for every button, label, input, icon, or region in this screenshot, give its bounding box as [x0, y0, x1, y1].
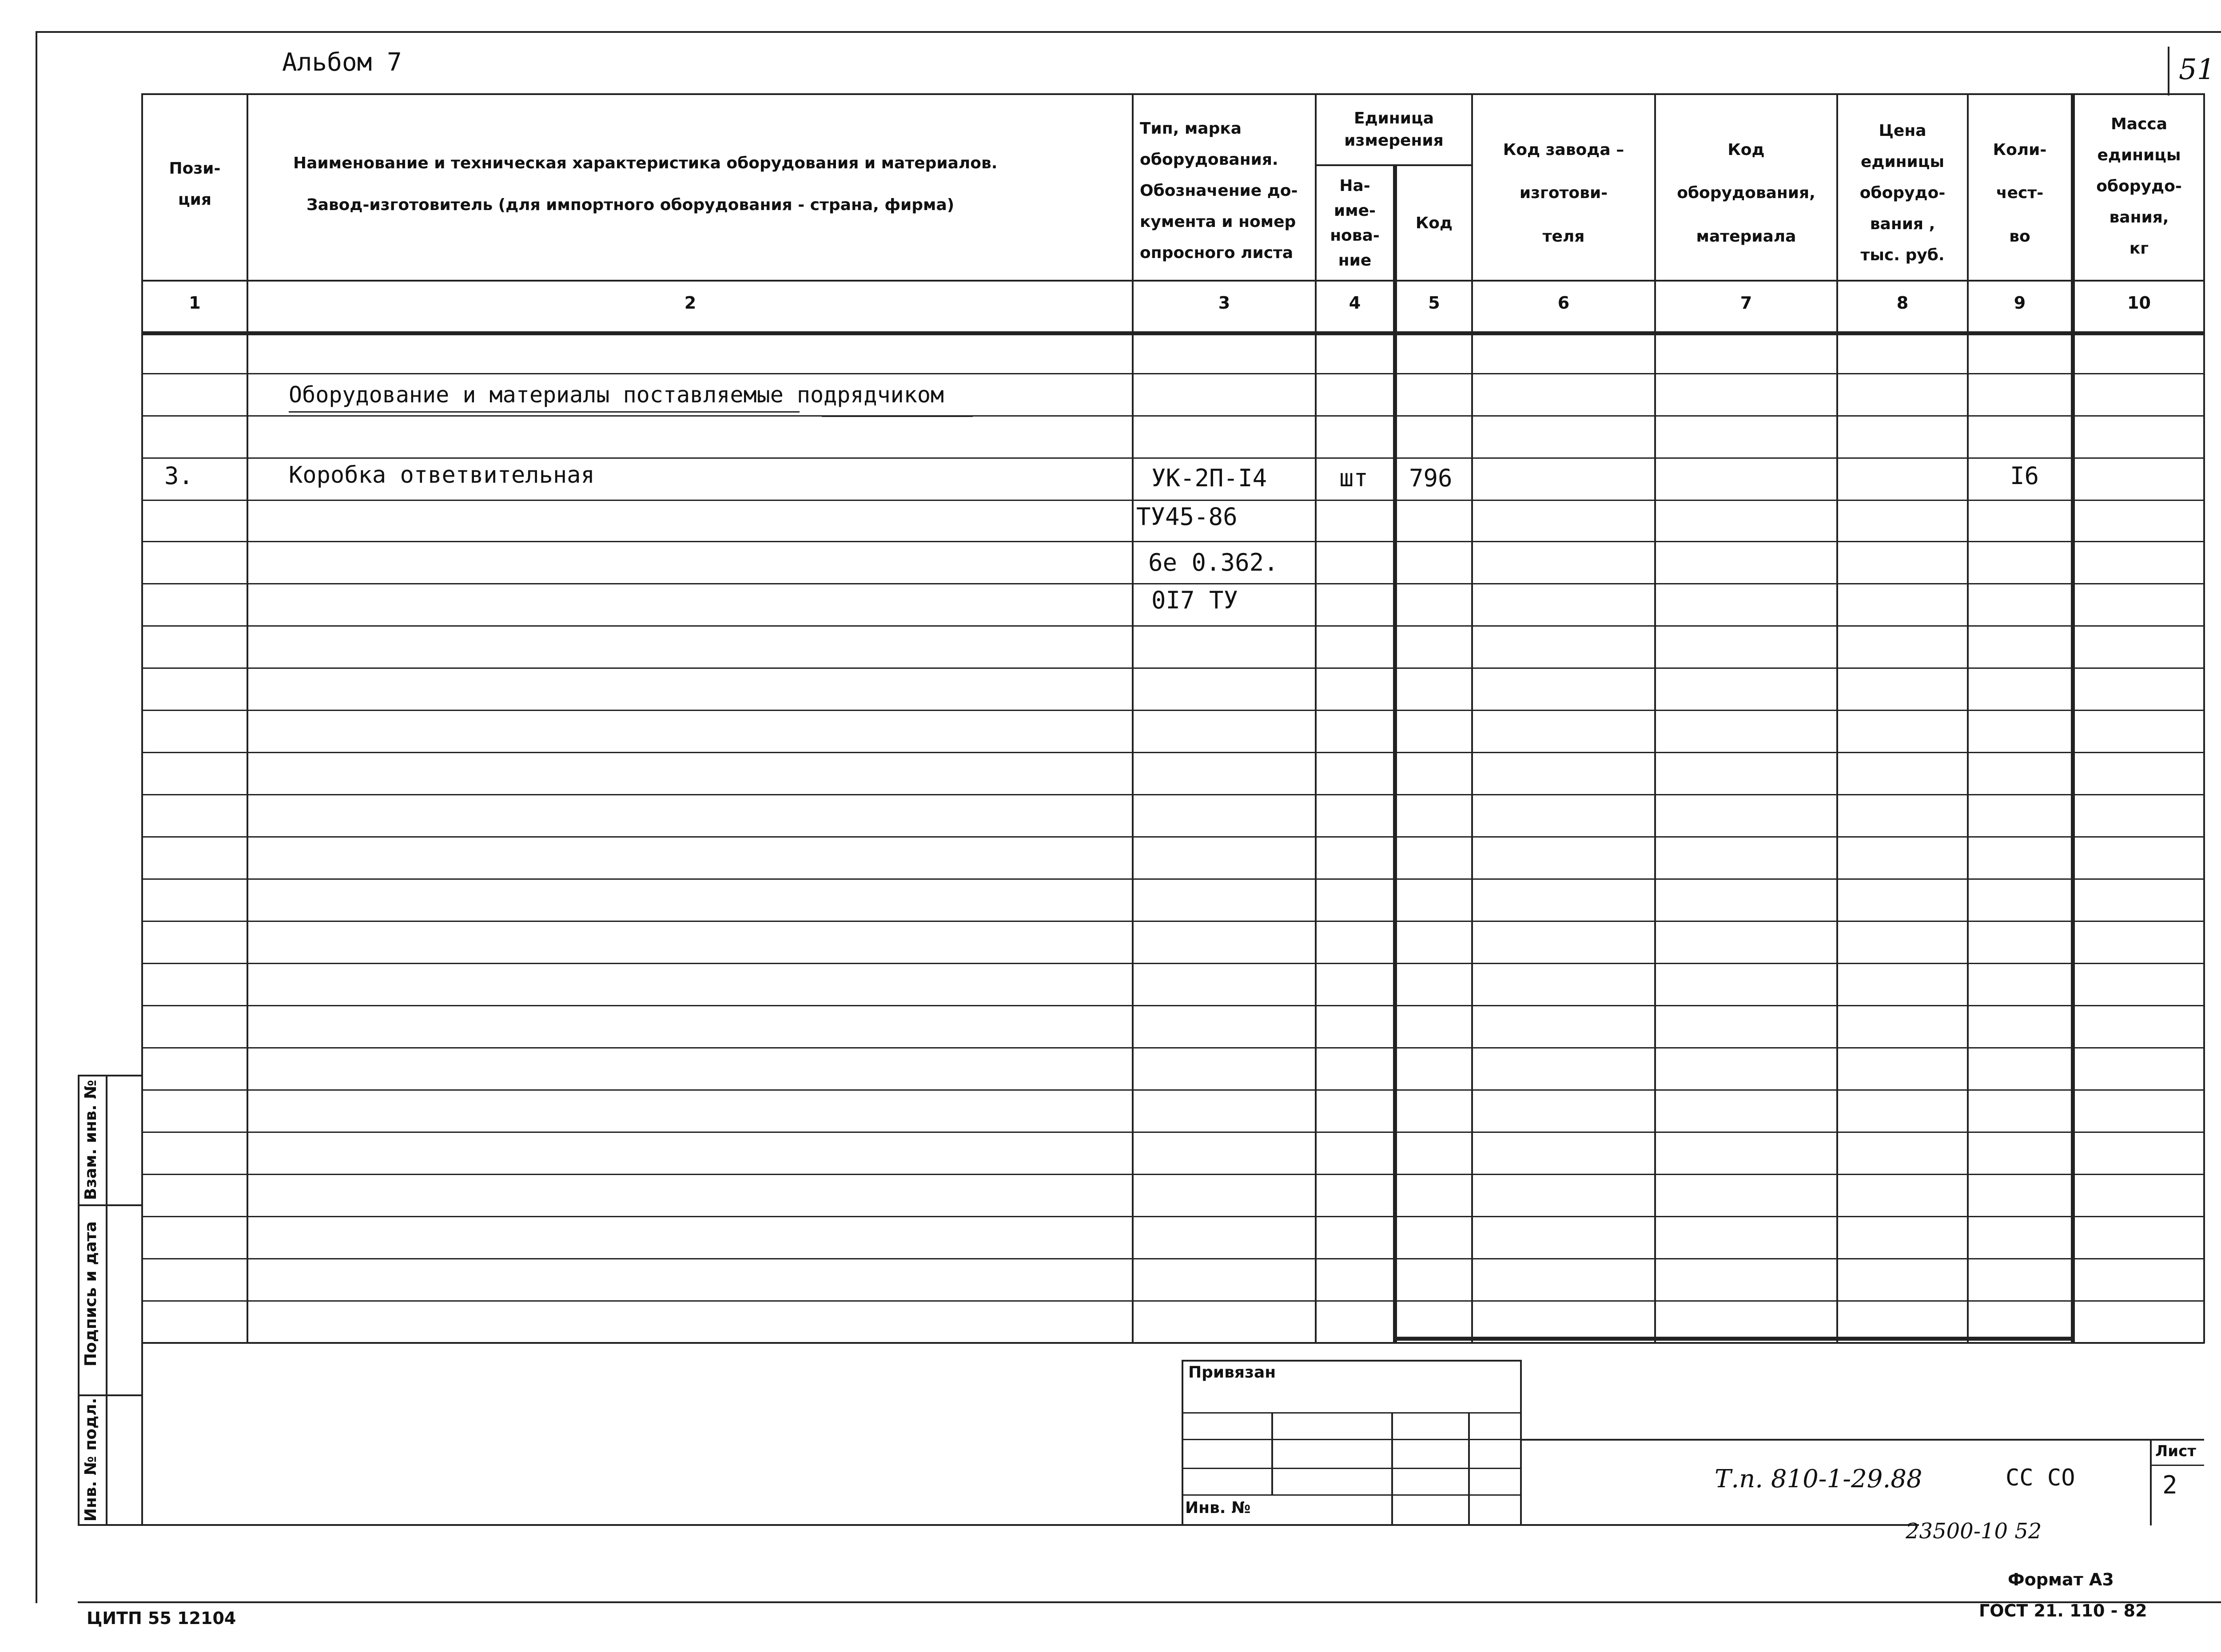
album-title: Альбом 7	[282, 48, 402, 77]
header-factory-code: Код завода – изготови- теля	[1503, 141, 1624, 246]
colnum-bottom	[141, 331, 2205, 335]
sheet-number-top: 51	[2179, 53, 2215, 86]
gost-label: ГОСТ 21. 110 - 82	[1979, 1601, 2147, 1620]
side-label-podpis: Подпись и дата	[82, 1221, 100, 1366]
list-label: Лист	[2155, 1442, 2196, 1460]
format-label: Формат А3	[2008, 1570, 2114, 1589]
item-quantity: I6	[2010, 462, 2039, 490]
header-equipment-code: Код оборудования, материала	[1677, 141, 1815, 246]
col-sep-4	[1393, 164, 1397, 1343]
item-type-line-3: 6е 0.362.	[1148, 548, 1278, 576]
header-unit-code: Код	[1415, 214, 1453, 232]
sheet-number-box-left	[2168, 47, 2169, 95]
header-unit-name: На- име- нова- ние	[1330, 177, 1380, 270]
frame-bottom	[78, 1601, 2221, 1603]
citp-label: ЦИТП 55 12104	[87, 1608, 236, 1628]
colnum-5: 5	[1428, 293, 1440, 313]
frame-top	[36, 31, 2221, 33]
colnum-6: 6	[1557, 293, 1570, 313]
privyazan-label: Привязан	[1188, 1363, 1276, 1382]
table-bottom	[141, 1342, 2205, 1344]
unit-group-line	[1315, 164, 1471, 166]
inv-no-label: Инв. №	[1185, 1499, 1251, 1517]
table-top	[141, 93, 2205, 95]
header-name: Наименование и техническая характеристика оборудования и материалов. Завод-изготовитель (для импортного оборудования - страна, фирма)	[293, 154, 998, 214]
archive-number: 23500-10 52	[1906, 1519, 2042, 1544]
header-bottom	[141, 280, 2205, 282]
colnum-9: 9	[2014, 293, 2026, 313]
item-position: 3.	[164, 462, 194, 490]
side-label-vzam: Взам. инв. №	[82, 1080, 100, 1200]
series-code: СС СО	[2006, 1465, 2075, 1491]
section-title-underline-1	[289, 411, 800, 413]
header-price: Цена единицы оборудо- вания , тыс. руб.	[1859, 121, 1946, 265]
frame-left	[36, 31, 37, 1603]
item-unit-name: шт	[1339, 464, 1369, 492]
list-number: 2	[2162, 1471, 2177, 1500]
doc-code: Т.п. 810-1-29.88	[1715, 1465, 1922, 1493]
header-mass: Масса единицы оборудо- вания, кг	[2096, 115, 2182, 258]
item-type-line-1: УК-2П-I4	[1151, 464, 1267, 492]
header-type: Тип, марка оборудования. Обозначение до- кумента и номер опросного листа	[1140, 119, 1298, 262]
colnum-2: 2	[684, 293, 697, 313]
colnum-10: 10	[2127, 293, 2151, 313]
section-title-underline-2	[822, 416, 973, 417]
header-position: Пози- ция	[169, 159, 221, 209]
side-label-inv: Инв. № подл.	[82, 1398, 100, 1522]
header-quantity: Коли- чест- во	[1993, 141, 2047, 246]
item-unit-code: 796	[1409, 464, 1453, 492]
item-type-line-2: ТУ45-86	[1136, 503, 1238, 531]
item-type-line-4: 0I7 ТУ	[1151, 586, 1238, 614]
table-body-bottom-thick	[1393, 1337, 2075, 1341]
header-unit-group: Единица измерения	[1344, 109, 1444, 150]
colnum-7: 7	[1740, 293, 1752, 313]
colnum-8: 8	[1896, 293, 1909, 313]
item-name: Коробка ответвительная	[289, 462, 595, 488]
colnum-4: 4	[1349, 293, 1361, 313]
colnum-3: 3	[1218, 293, 1230, 313]
colnum-1: 1	[189, 293, 201, 313]
section-title: Оборудование и материалы поставляемые подрядчиком	[289, 382, 944, 408]
